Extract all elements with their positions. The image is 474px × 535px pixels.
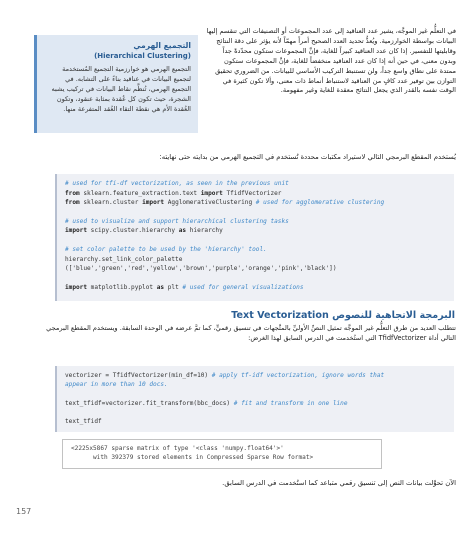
code-keyword: import (65, 227, 88, 235)
code-spacer (65, 390, 446, 399)
code-text: plt (164, 283, 183, 291)
section-paragraph: تتطلب العديد من طرق التعلُّم غير الموجَّه تمثيل النصِّ الأوليِّ بالمتَّجهات في تنسيق رقميٍّ، كما تمَّ عرضه في الوحدة السابقة. ويستخدم المقطع البرمجي التالي أداة TfidfVectorizer التي استُخدمت في الدرس السابق لهذا الغرض: (46, 324, 456, 342)
code-text: text_tfidf=vectorizer.fit_transform(bbc_docs) (65, 399, 234, 407)
definition-sidebar (34, 35, 198, 133)
code-comment: # used for general visualizations (182, 283, 304, 291)
code-keyword: import (65, 283, 88, 291)
code-keyword: as (178, 227, 187, 235)
code-comment: # used to visualize and support hierarchical clustering tasks (65, 217, 289, 225)
sidebar-subtitle: (Hierarchical Clustering) (94, 52, 191, 60)
code-line (65, 399, 446, 408)
output-line: with 392379 stored elements in Compressed Sparse Row format> (71, 454, 314, 461)
code-spacer (65, 208, 446, 217)
closing-text: الآن تحوَّلت بيانات النص إلى تنسيق رقمي متباعد كما استُخدمت في الدرس السابق. (222, 479, 456, 487)
code-line (65, 189, 446, 199)
code-comment: appear in more than 10 docs. (65, 381, 168, 389)
section-heading: البرمجة الاتجاهية للنصوص Text Vectorization (231, 310, 455, 321)
vectorizer-code-block (55, 366, 454, 432)
code-text: hierarchy (186, 227, 223, 235)
code-keyword: from (65, 189, 80, 197)
code-line (65, 283, 446, 293)
code-spacer (65, 236, 446, 245)
code-line: hierarchy.set_link_color_palette (65, 255, 183, 263)
code-text: sklearn.cluster (79, 199, 143, 207)
code-comment: # fit and transform in one line (233, 399, 348, 407)
code-text: sklearn.feature_extraction.text (79, 189, 201, 197)
sidebar-body: التجميع الهرمي هو خوارزمية التجميع المُستخدمة لتجميع البيانات في عناقيد بناءً على التشابه. في التجميع الهرمي، تُنظَّم نقاط البيانات في تركيب يشبه الشجرة، حيث تكون كل عُقدة بمثابة عنقود، وتكون العُقدة الأم هي نقطة التقاء العُقد المتفرعة منها. (51, 65, 191, 113)
code-line (65, 226, 446, 236)
code-line (65, 198, 446, 208)
code-comment: # set color palette to be used by the 'hierarchy' tool. (65, 245, 267, 253)
import-intro-text: يُستخدم المقطع البرمجي التالي لاستيراد مكتبات محددة تُستخدم في التجميع الهرمي من بدايته حتى نهايته: (159, 153, 456, 161)
code-comment: # apply tf-idf vectorization, ignore words that (211, 372, 385, 379)
code-keyword: from (65, 199, 80, 207)
code-text: TfidfVectorizer (222, 189, 282, 197)
code-comment: # used for agglomerative clustering (255, 199, 385, 207)
sidebar-title: التجميع الهرمي (133, 41, 191, 50)
code-text: scipy.cluster.hierarchy (87, 227, 179, 235)
code-comment: # used for tfi-df vectorization, as seen in the previous unit (65, 180, 289, 187)
code-line: (['blue','green','red','yellow','brown','purple','orange','pink','black']) (65, 265, 337, 273)
code-line: text_tfidf (65, 418, 102, 426)
code-text: matplotlib.pyplot (87, 283, 157, 291)
code-keyword: import (200, 189, 223, 197)
code-line (65, 371, 446, 380)
intro-paragraph: في التعلُّم غير الموجَّه، يشير عدد العناقيد إلى عدد المجموعات أو التصنيفات التي تنقسم إليها البيانات بواسطة الخوارزمية. ويُعدُّ تحديد العدد الصحيح أمراً مهمّاً لأنه يؤثر على دقة النتائج وقابليتها للتفسير. إذا كان عدد العناقيد كبيراً للغاية، فإنَّ المجموعات ستكون محدّدةً جداً وبدون معنى، في حين أنه إذا كان عدد العناقيد منخفضاً للغاية، فإنَّ المجموعات ستكون ممتدة على نطاق واسع جداً، ولن تستنبط التركيب الأساسي للبيانات. من الضروري تحقيق التوازن بين توفير عدد كافٍ من العناقيد لاستنباط أنماط ذات معنى، وألا تكون كثيرة في الوقت نفسه بالقدر الذي يجعل النتائج معقدة للغاية وغير مفهومة. (206, 27, 456, 95)
import-code-block (55, 174, 454, 301)
page-number: 157 (16, 507, 32, 516)
output-line: <2225x5867 sparse matrix of type '<class 'numpy.float64'>' (71, 445, 284, 452)
code-text: AgglomerativeClustering (164, 199, 256, 207)
code-keyword: as (156, 283, 165, 291)
output-block (62, 439, 382, 469)
code-text: vectorizer = TfidfVectorizer(min_df=10) (65, 372, 212, 379)
code-keyword: import (142, 199, 165, 207)
code-spacer (65, 274, 446, 283)
code-spacer (65, 408, 446, 417)
